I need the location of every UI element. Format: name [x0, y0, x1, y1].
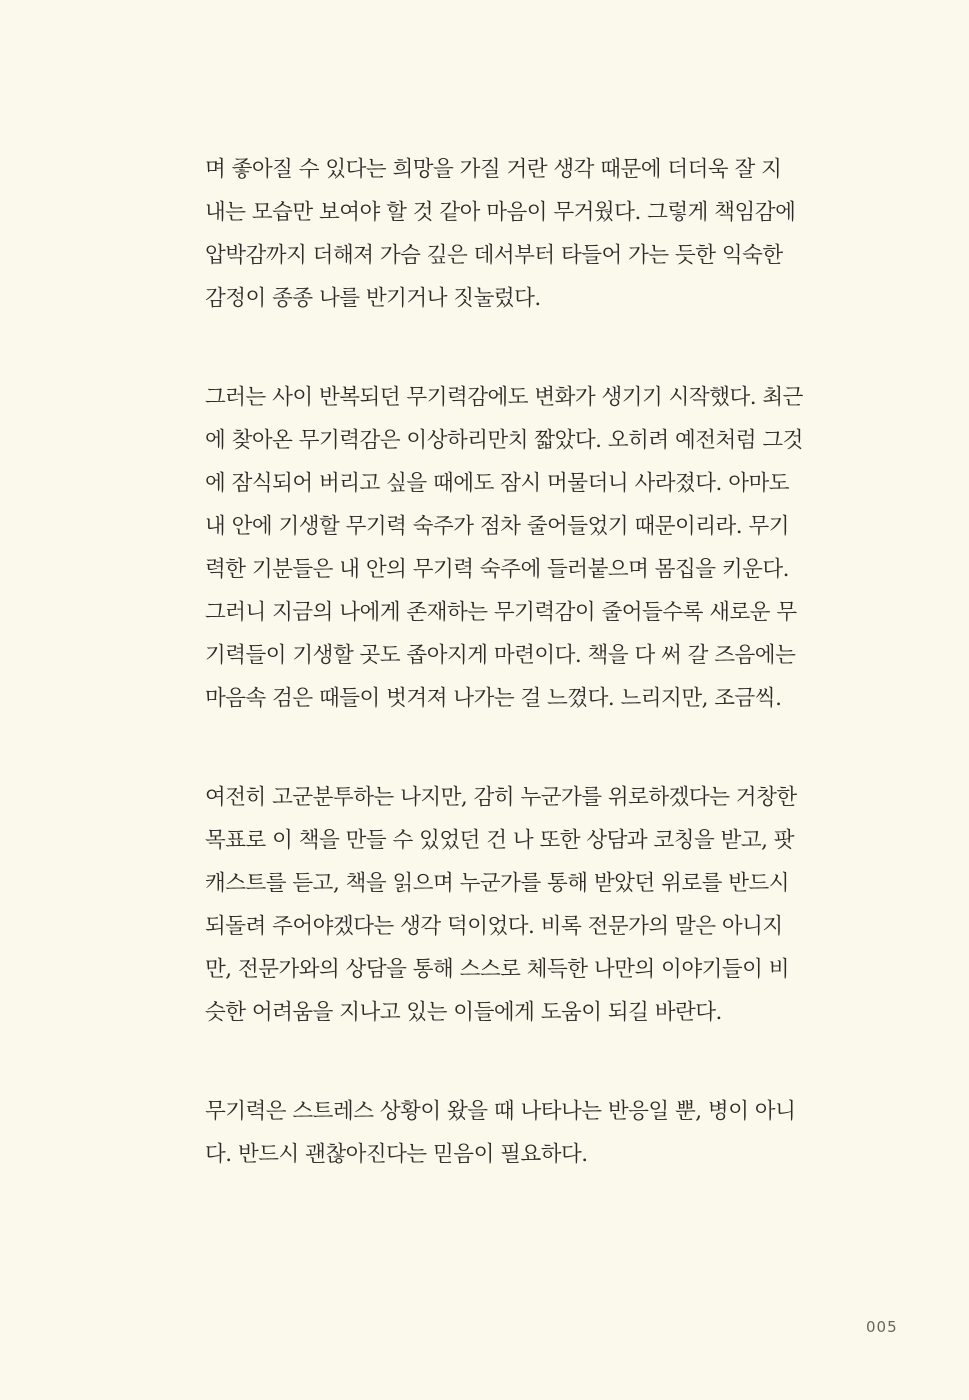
paragraph-2	[205, 376, 845, 720]
text-line: 다. 반드시 괜찮아진다는 믿음이 필요하다.	[205, 1142, 588, 1167]
text-line: 내 안에 기생할 무기력 숙주가 점차 줄어들었기 때문이리라. 무기	[205, 514, 790, 539]
text-line: 되돌려 주어야겠다는 생각 덕이었다. 비록 전문가의 말은 아니지	[205, 914, 783, 939]
text-line: 에 잠식되어 버리고 싶을 때에도 잠시 머물더니 사라졌다. 아마도	[205, 471, 790, 496]
paragraph-1	[205, 148, 845, 320]
paragraph-3	[205, 776, 845, 1034]
page-number: 005	[866, 1318, 898, 1336]
text-line: 내는 모습만 보여야 할 것 같아 마음이 무거웠다. 그렇게 책임감에	[205, 200, 796, 225]
text-line: 만, 전문가와의 상담을 통해 스스로 체득한 나만의 이야기들이 비	[205, 957, 790, 982]
paragraph-4	[205, 1090, 845, 1176]
text-line: 마음속 검은 때들이 벗겨져 나가는 걸 느꼈다. 느리지만, 조금씩.	[205, 686, 782, 711]
text-line: 슷한 어려움을 지나고 있는 이들에게 도움이 되길 바란다.	[205, 1000, 722, 1025]
text-line: 그러는 사이 반복되던 무기력감에도 변화가 생기기 시작했다. 최근	[205, 385, 803, 410]
text-line: 캐스트를 듣고, 책을 읽으며 누군가를 통해 받았던 위로를 반드시	[205, 871, 790, 896]
text-line: 여전히 고군분투하는 나지만, 감히 누군가를 위로하겠다는 거창한	[205, 785, 797, 810]
text-line: 기력들이 기생할 곳도 좁아지게 마련이다. 책을 다 써 갈 즈음에는	[205, 643, 796, 668]
text-line: 그러니 지금의 나에게 존재하는 무기력감이 줄어들수록 새로운 무	[205, 600, 797, 625]
text-line: 며 좋아질 수 있다는 희망을 가질 거란 생각 때문에 더더욱 잘 지	[205, 157, 782, 182]
text-line: 감정이 종종 나를 반기거나 짓눌렀다.	[205, 286, 541, 311]
text-line: 압박감까지 더해져 가슴 깊은 데서부터 타들어 가는 듯한 익숙한	[205, 243, 783, 268]
text-line: 무기력은 스트레스 상황이 왔을 때 나타나는 반응일 뿐, 병이 아니	[205, 1099, 796, 1124]
text-line: 력한 기분들은 내 안의 무기력 숙주에 들러붙으며 몸집을 키운다.	[205, 557, 790, 582]
text-line: 목표로 이 책을 만들 수 있었던 건 나 또한 상담과 코칭을 받고, 팟	[205, 828, 795, 853]
text-line: 에 찾아온 무기력감은 이상하리만치 짧았다. 오히려 예전처럼 그것	[205, 428, 803, 453]
